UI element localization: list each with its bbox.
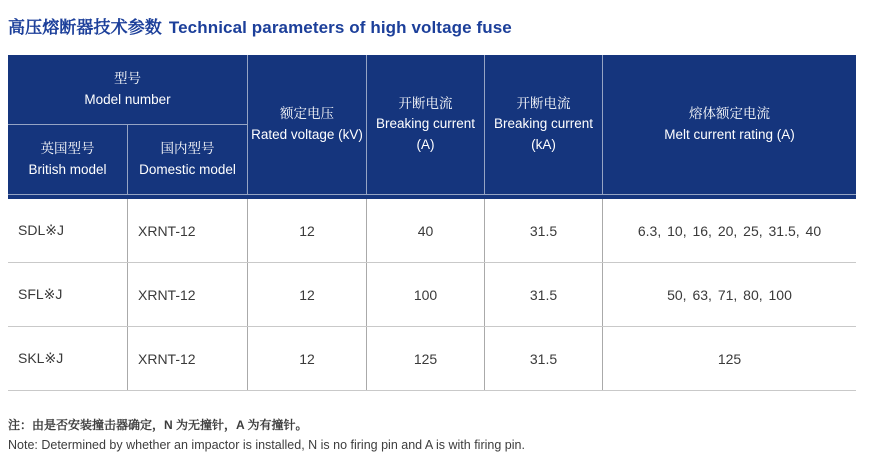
header-melt-current-rating-zh: 熔体额定电流 (689, 106, 770, 122)
cell-breaking-current-ka: 31.5 (485, 263, 603, 326)
footnotes (8, 417, 875, 454)
header-model-number-en: Model number (84, 91, 171, 107)
header-model-number-zh: 型号 (114, 71, 141, 87)
footnote-zh: 注：由是否安装撞击器确定，N 为无撞针，A 为有撞针。 (8, 418, 308, 432)
cell-rated-voltage: 12 (248, 199, 367, 262)
page-title-en: Technical parameters of high voltage fuse (168, 18, 512, 37)
cell-british-model: SDL※J (8, 199, 128, 262)
cell-breaking-current-a: 125 (367, 327, 485, 390)
cell-breaking-current-a: 40 (367, 199, 485, 262)
header-british-model-en: British model (28, 161, 107, 177)
cell-domestic-model: XRNT-12 (128, 263, 248, 326)
header-breaking-current-ka-en: Breaking current (493, 116, 594, 132)
header-domestic-model-en: Domestic model (139, 161, 236, 177)
cell-domestic-model: XRNT-12 (128, 199, 248, 262)
header-breaking-current-ka-unit: (kA) (531, 136, 556, 152)
header-melt-current-rating (603, 55, 856, 195)
cell-melt-current-rating: 6.3, 10, 16, 20, 25, 31.5, 40 (637, 222, 822, 239)
table-header (8, 55, 856, 199)
table-row (8, 263, 856, 327)
table-body (8, 199, 856, 391)
header-breaking-current-a (367, 55, 485, 195)
header-rated-voltage-en: Rated voltage (kV) (251, 126, 363, 142)
footnote-en: Note: Determined by whether an impactor is installed, N is no firing pin and A is with firing pin. (8, 437, 525, 452)
cell-breaking-current-a: 100 (367, 263, 485, 326)
cell-domestic-model: XRNT-12 (128, 327, 248, 390)
header-breaking-current-a-en: Breaking current (375, 116, 476, 132)
cell-melt-current-rating: 50, 63, 71, 80, 100 (667, 286, 792, 303)
header-melt-current-rating-en: Melt current rating (A) (664, 126, 795, 142)
header-british-model (8, 125, 128, 195)
header-domestic-model-zh: 国内型号 (160, 141, 215, 157)
header-breaking-current-a-unit: (A) (416, 136, 435, 152)
cell-breaking-current-ka: 31.5 (485, 199, 603, 262)
header-domestic-model (128, 125, 248, 195)
page-title (8, 13, 875, 38)
cell-breaking-current-ka: 31.5 (485, 327, 603, 390)
cell-british-model: SFL※J (8, 263, 128, 326)
page-title-zh: 高压熔断器技术参数 (8, 18, 162, 37)
cell-rated-voltage: 12 (248, 263, 367, 326)
header-british-model-zh: 英国型号 (40, 141, 95, 157)
cell-british-model: SKL※J (8, 327, 128, 390)
header-model-number (8, 55, 248, 125)
table-row (8, 327, 856, 391)
fuse-parameters-table (8, 55, 856, 391)
header-rated-voltage (248, 55, 367, 195)
table-row (8, 199, 856, 263)
header-rated-voltage-zh: 额定电压 (280, 106, 334, 122)
header-breaking-current-a-zh: 开断电流 (398, 96, 453, 112)
cell-rated-voltage: 12 (248, 327, 367, 390)
cell-melt-current-rating: 125 (717, 350, 742, 367)
header-breaking-current-ka-zh: 开断电流 (516, 96, 571, 112)
header-breaking-current-ka (485, 55, 603, 195)
